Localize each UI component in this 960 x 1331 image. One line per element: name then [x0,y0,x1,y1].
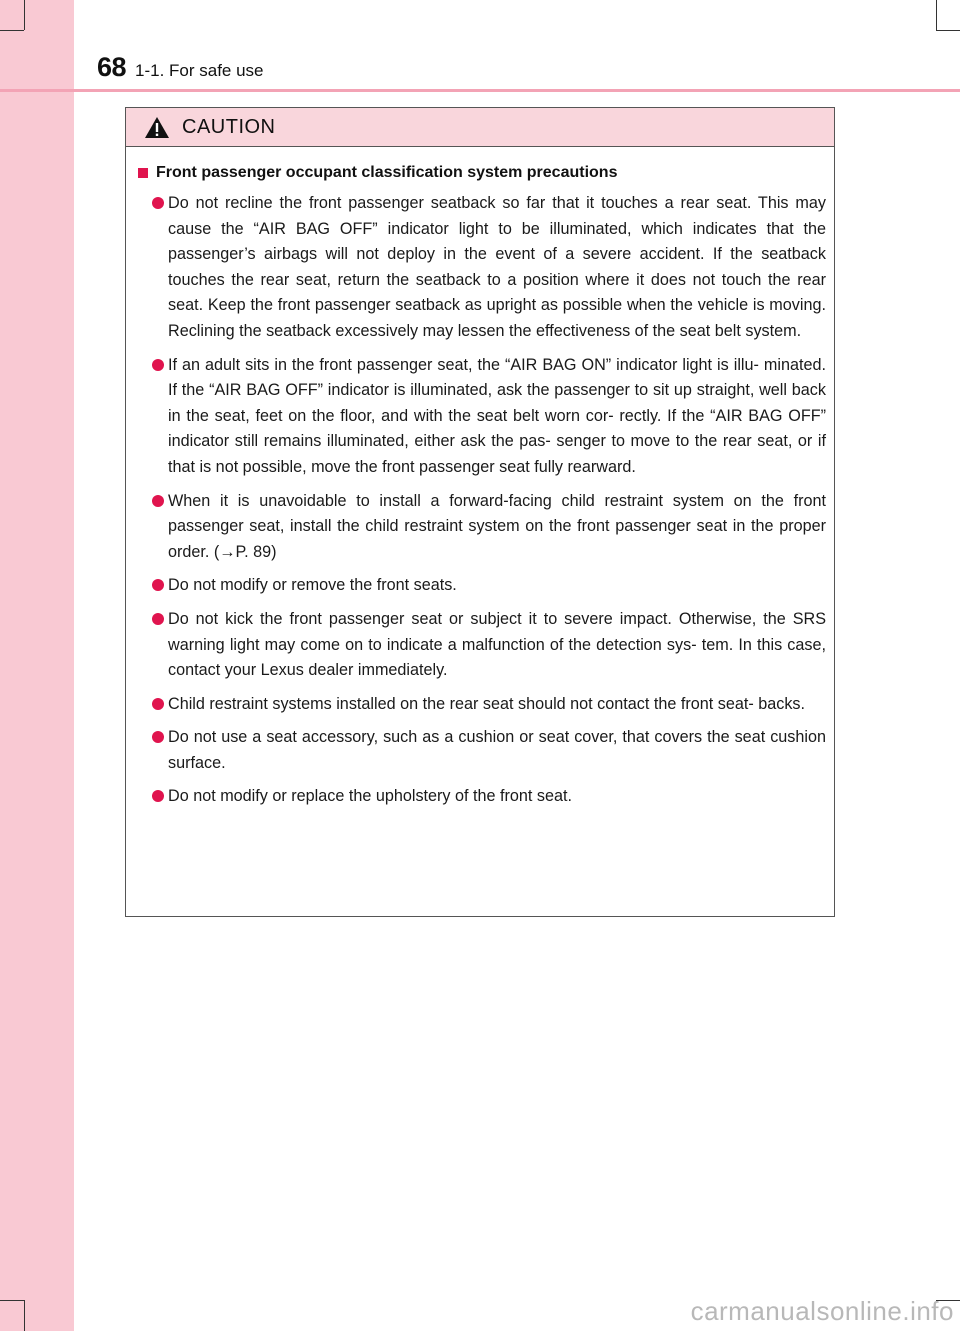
crop-mark [936,0,937,30]
crop-mark [24,1300,25,1331]
list-item-text: Child restraint systems installed on the rear seat should not contact the front seat- backs. [168,694,806,713]
section-title: 1-1. For safe use [135,61,264,80]
list-item-text: Do not use a seat accessory, such as a cushion or seat cover, that covers the seat cushion surface. [168,728,826,772]
round-bullet-icon [152,579,164,591]
caution-title: CAUTION [182,116,276,138]
crop-mark [0,1300,24,1301]
list-item-text: Do not modify or replace the upholstery of the front seat. [168,787,573,806]
page-header [97,52,937,88]
crop-mark [936,30,960,31]
list-item-text: When it is unavoidable to install a forward-facing child restraint system on the front passenger seat, install the child restraint system on the front passenger seat in the proper order. (→P. 89) [168,491,826,561]
list-item [138,784,826,810]
list-item [138,692,826,718]
square-bullet-icon [138,168,148,178]
caution-box [125,107,835,917]
round-bullet-icon [152,731,164,743]
list-item [138,725,826,776]
watermark: carmanualsonline.info [690,1296,954,1326]
round-bullet-icon [152,197,164,209]
caution-header [126,108,834,147]
list-item [138,353,826,481]
crop-mark [24,0,25,30]
left-color-band [0,0,74,1331]
warning-triangle-icon [144,116,170,139]
round-bullet-icon [152,613,164,625]
list-item-text: Do not kick the front passenger seat or subject it to severe impact. Otherwise, the SRS warning light may come on to indicate a malfunction of the detection sys- tem. In this case, contact your Lexus dealer immediately. [168,609,826,680]
list-item [138,573,826,599]
caution-body [126,147,834,810]
list-item [138,607,826,684]
page-number: 68 [97,52,127,82]
list-item-text: Do not recline the front passenger seatback so far that it touches a rear seat. This may cause the “AIR BAG OFF” indicator light to be illuminated, which indicates that the passenger’s airbags will not deploy in the event of a severe accident. If the seatback touches the rear seat, return the seatback to a position where it does not touch the rear seat. Keep the front passenger seatback as upright as possible when the vehicle is moving. Reclining the seatback excessively may lessen the effectiveness of the seat belt system. [168,194,826,340]
crop-mark [0,30,24,31]
list-item-text: If an adult sits in the front passenger seat, the “AIR BAG ON” indicator light is illu- minated. If the “AIR BAG OFF” indicator is illuminated, ask the passenger to sit up straight, well back in the seat, feet on the floor, and with the seat belt worn cor- rectly. If the “AIR BAG OFF” indicator still remains illuminated, either ask the pas- senger to move to the rear seat, or if that is not possible, move the front passenger seat fully rearward. [168,355,826,476]
section-heading-text: Front passenger occupant classification system precautions [156,164,618,181]
round-bullet-icon [152,495,164,507]
round-bullet-icon [152,790,164,802]
round-bullet-icon [152,698,164,710]
round-bullet-icon [152,359,164,371]
list-item [138,489,826,566]
section-heading [138,164,826,182]
list-item-text: Do not modify or remove the front seats. [168,576,457,595]
list-item [138,191,826,345]
header-rule [0,89,960,92]
